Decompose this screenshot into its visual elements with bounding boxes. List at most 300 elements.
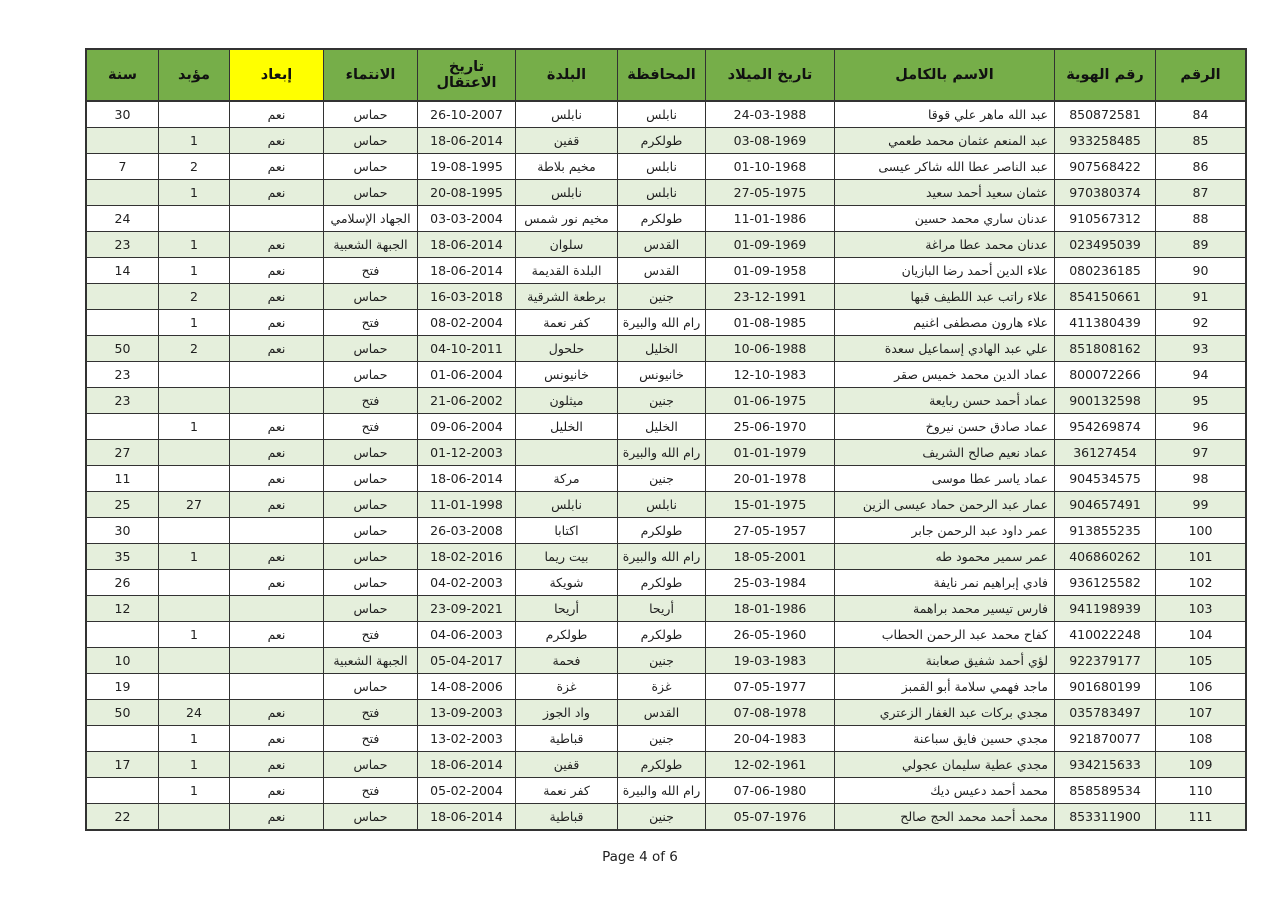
- cell-affil: فتح: [324, 726, 418, 752]
- cell-dob: 25-06-1970: [706, 414, 835, 440]
- cell-affil: الجبهة الشعبية: [324, 648, 418, 674]
- cell-life: 2: [159, 284, 230, 310]
- cell-town: طولكرم: [516, 622, 618, 648]
- page-number: Page 4 of 6: [602, 849, 678, 865]
- table-row: [86, 154, 1246, 180]
- cell-life: 27: [159, 492, 230, 518]
- cell-years: 14: [86, 258, 159, 284]
- cell-life: 1: [159, 622, 230, 648]
- cell-id: 934215633: [1055, 752, 1156, 778]
- cell-town: كفر نعمة: [516, 778, 618, 804]
- cell-affil: حماس: [324, 336, 418, 362]
- table-row: [86, 258, 1246, 284]
- cell-life: [159, 804, 230, 831]
- table-row: [86, 128, 1246, 154]
- cell-town: نابلس: [516, 180, 618, 206]
- cell-arrest: 14-08-2006: [418, 674, 516, 700]
- cell-deport: [230, 648, 324, 674]
- table-row: [86, 648, 1246, 674]
- cell-deport: [230, 674, 324, 700]
- cell-id: 901680199: [1055, 674, 1156, 700]
- cell-name: محمد أحمد دعيس ديك: [835, 778, 1055, 804]
- cell-gov: جنين: [618, 804, 706, 831]
- cell-years: 26: [86, 570, 159, 596]
- cell-dob: 01-06-1975: [706, 388, 835, 414]
- cell-arrest: 18-02-2016: [418, 544, 516, 570]
- cell-deport: نعم: [230, 570, 324, 596]
- cell-life: 1: [159, 128, 230, 154]
- cell-affil: حماس: [324, 674, 418, 700]
- cell-town: سلوان: [516, 232, 618, 258]
- cell-life: [159, 648, 230, 674]
- cell-affil: فتح: [324, 310, 418, 336]
- cell-arrest: 18-06-2014: [418, 804, 516, 831]
- cell-deport: نعم: [230, 492, 324, 518]
- cell-raqm: 84: [1156, 101, 1247, 128]
- cell-dob: 10-06-1988: [706, 336, 835, 362]
- column-header-id: رقم الهوية: [1055, 49, 1156, 101]
- cell-town: [516, 440, 618, 466]
- cell-name: عدنان ساري محمد حسين: [835, 206, 1055, 232]
- cell-dob: 24-03-1988: [706, 101, 835, 128]
- cell-name: فارس تيسير محمد براهمة: [835, 596, 1055, 622]
- cell-deport: نعم: [230, 778, 324, 804]
- cell-raqm: 86: [1156, 154, 1247, 180]
- cell-affil: حماس: [324, 362, 418, 388]
- cell-town: اكتابا: [516, 518, 618, 544]
- cell-gov: خانيونس: [618, 362, 706, 388]
- cell-id: 941198939: [1055, 596, 1156, 622]
- cell-years: 23: [86, 232, 159, 258]
- cell-gov: الخليل: [618, 336, 706, 362]
- table-row: [86, 752, 1246, 778]
- cell-deport: نعم: [230, 440, 324, 466]
- cell-gov: رام الله والبيرة: [618, 310, 706, 336]
- cell-deport: نعم: [230, 752, 324, 778]
- column-header-affil: الانتماء: [324, 49, 418, 101]
- cell-gov: طولكرم: [618, 206, 706, 232]
- cell-id: 406860262: [1055, 544, 1156, 570]
- cell-years: 30: [86, 101, 159, 128]
- cell-affil: الجهاد الإسلامي: [324, 206, 418, 232]
- column-header-years: سنة: [86, 49, 159, 101]
- cell-life: 1: [159, 752, 230, 778]
- cell-id: 410022248: [1055, 622, 1156, 648]
- cell-town: بيت ريما: [516, 544, 618, 570]
- cell-years: [86, 284, 159, 310]
- cell-deport: نعم: [230, 154, 324, 180]
- cell-name: محمد أحمد محمد الحج صالح: [835, 804, 1055, 831]
- cell-dob: 25-03-1984: [706, 570, 835, 596]
- cell-dob: 07-05-1977: [706, 674, 835, 700]
- cell-life: 1: [159, 414, 230, 440]
- cell-arrest: 13-02-2003: [418, 726, 516, 752]
- cell-name: علي عبد الهادي إسماعيل سعدة: [835, 336, 1055, 362]
- cell-life: 1: [159, 726, 230, 752]
- cell-raqm: 107: [1156, 700, 1247, 726]
- cell-dob: 18-01-1986: [706, 596, 835, 622]
- cell-deport: [230, 388, 324, 414]
- cell-arrest: 05-02-2004: [418, 778, 516, 804]
- column-header-arrest: تاريخ الاعتقال: [418, 49, 516, 101]
- cell-id: 023495039: [1055, 232, 1156, 258]
- cell-id: 936125582: [1055, 570, 1156, 596]
- cell-id: 921870077: [1055, 726, 1156, 752]
- cell-raqm: 102: [1156, 570, 1247, 596]
- cell-affil: حماس: [324, 518, 418, 544]
- cell-town: نابلس: [516, 101, 618, 128]
- cell-affil: فتح: [324, 388, 418, 414]
- cell-gov: القدس: [618, 700, 706, 726]
- cell-dob: 01-08-1985: [706, 310, 835, 336]
- cell-id: 853311900: [1055, 804, 1156, 831]
- table-row: [86, 284, 1246, 310]
- cell-life: 1: [159, 258, 230, 284]
- cell-gov: جنين: [618, 466, 706, 492]
- cell-affil: حماس: [324, 440, 418, 466]
- cell-affil: حماس: [324, 492, 418, 518]
- cell-years: 50: [86, 700, 159, 726]
- cell-arrest: 18-06-2014: [418, 258, 516, 284]
- cell-id: 970380374: [1055, 180, 1156, 206]
- cell-affil: فتح: [324, 622, 418, 648]
- cell-arrest: 11-01-1998: [418, 492, 516, 518]
- cell-life: 1: [159, 544, 230, 570]
- cell-life: [159, 466, 230, 492]
- cell-affil: حماس: [324, 128, 418, 154]
- cell-years: 35: [86, 544, 159, 570]
- cell-years: 22: [86, 804, 159, 831]
- cell-years: 7: [86, 154, 159, 180]
- cell-life: [159, 518, 230, 544]
- cell-arrest: 05-04-2017: [418, 648, 516, 674]
- cell-dob: 20-01-1978: [706, 466, 835, 492]
- cell-affil: حماس: [324, 596, 418, 622]
- cell-deport: نعم: [230, 128, 324, 154]
- cell-life: 2: [159, 336, 230, 362]
- cell-affil: حماس: [324, 154, 418, 180]
- cell-years: 23: [86, 388, 159, 414]
- cell-id: 954269874: [1055, 414, 1156, 440]
- cell-name: عبد المنعم عثمان محمد طعمي: [835, 128, 1055, 154]
- cell-deport: نعم: [230, 804, 324, 831]
- cell-life: [159, 206, 230, 232]
- cell-name: علاء هارون مصطفى اغنيم: [835, 310, 1055, 336]
- table-row: [86, 466, 1246, 492]
- cell-deport: نعم: [230, 101, 324, 128]
- cell-name: عبد الناصر عطا الله شاكر عيسى: [835, 154, 1055, 180]
- cell-raqm: 108: [1156, 726, 1247, 752]
- cell-life: [159, 440, 230, 466]
- cell-gov: نابلس: [618, 492, 706, 518]
- cell-affil: الجبهة الشعبية: [324, 232, 418, 258]
- cell-dob: 23-12-1991: [706, 284, 835, 310]
- cell-id: 922379177: [1055, 648, 1156, 674]
- cell-years: 50: [86, 336, 159, 362]
- cell-name: عماد صادق حسن نيروخ: [835, 414, 1055, 440]
- cell-dob: 03-08-1969: [706, 128, 835, 154]
- cell-affil: فتح: [324, 778, 418, 804]
- table-row: [86, 804, 1246, 831]
- cell-name: عمار عبد الرحمن حماد عيسى الزين: [835, 492, 1055, 518]
- cell-raqm: 92: [1156, 310, 1247, 336]
- table-row: [86, 622, 1246, 648]
- table-row: [86, 726, 1246, 752]
- cell-town: برطعة الشرقية: [516, 284, 618, 310]
- cell-deport: نعم: [230, 544, 324, 570]
- cell-id: 933258485: [1055, 128, 1156, 154]
- cell-gov: جنين: [618, 648, 706, 674]
- cell-raqm: 85: [1156, 128, 1247, 154]
- cell-years: 11: [86, 466, 159, 492]
- cell-arrest: 01-12-2003: [418, 440, 516, 466]
- cell-arrest: 04-10-2011: [418, 336, 516, 362]
- cell-life: [159, 596, 230, 622]
- cell-town: أريحا: [516, 596, 618, 622]
- cell-name: عدنان محمد عطا مراغة: [835, 232, 1055, 258]
- cell-town: قفين: [516, 752, 618, 778]
- cell-name: علاء راتب عبد اللطيف قبها: [835, 284, 1055, 310]
- cell-arrest: 26-10-2007: [418, 101, 516, 128]
- cell-life: [159, 362, 230, 388]
- cell-arrest: 23-09-2021: [418, 596, 516, 622]
- cell-dob: 19-03-1983: [706, 648, 835, 674]
- table-row: [86, 778, 1246, 804]
- cell-years: 27: [86, 440, 159, 466]
- cell-dob: 05-07-1976: [706, 804, 835, 831]
- cell-deport: نعم: [230, 622, 324, 648]
- cell-name: عمر داود عبد الرحمن جابر: [835, 518, 1055, 544]
- cell-dob: 07-06-1980: [706, 778, 835, 804]
- cell-years: 19: [86, 674, 159, 700]
- cell-arrest: 08-02-2004: [418, 310, 516, 336]
- cell-arrest: 20-08-1995: [418, 180, 516, 206]
- cell-deport: نعم: [230, 336, 324, 362]
- table-row: [86, 310, 1246, 336]
- cell-arrest: 18-06-2014: [418, 752, 516, 778]
- cell-town: خانيونس: [516, 362, 618, 388]
- header-row: [86, 49, 1246, 101]
- cell-dob: 07-08-1978: [706, 700, 835, 726]
- cell-id: 913855235: [1055, 518, 1156, 544]
- cell-town: مخيم نور شمس: [516, 206, 618, 232]
- cell-raqm: 109: [1156, 752, 1247, 778]
- cell-name: عماد الدين محمد خميس صقر: [835, 362, 1055, 388]
- cell-deport: نعم: [230, 466, 324, 492]
- cell-gov: نابلس: [618, 101, 706, 128]
- cell-years: 10: [86, 648, 159, 674]
- cell-deport: نعم: [230, 180, 324, 206]
- table-row: [86, 232, 1246, 258]
- cell-deport: نعم: [230, 284, 324, 310]
- table-row: [86, 674, 1246, 700]
- cell-town: قفين: [516, 128, 618, 154]
- cell-raqm: 90: [1156, 258, 1247, 284]
- cell-id: 800072266: [1055, 362, 1156, 388]
- cell-gov: طولكرم: [618, 570, 706, 596]
- cell-affil: حماس: [324, 570, 418, 596]
- cell-gov: جنين: [618, 388, 706, 414]
- cell-raqm: 103: [1156, 596, 1247, 622]
- cell-affil: حماس: [324, 804, 418, 831]
- cell-name: عماد أحمد حسن ربايعة: [835, 388, 1055, 414]
- table-row: [86, 492, 1246, 518]
- cell-arrest: 01-06-2004: [418, 362, 516, 388]
- column-header-life: مؤبد: [159, 49, 230, 101]
- cell-raqm: 87: [1156, 180, 1247, 206]
- cell-raqm: 94: [1156, 362, 1247, 388]
- cell-affil: فتح: [324, 258, 418, 284]
- cell-years: [86, 726, 159, 752]
- cell-arrest: 18-06-2014: [418, 466, 516, 492]
- cell-town: مخيم بلاطة: [516, 154, 618, 180]
- column-header-raqm: الرقم: [1156, 49, 1247, 101]
- cell-dob: 01-10-1968: [706, 154, 835, 180]
- column-header-gov: المحافظة: [618, 49, 706, 101]
- cell-deport: [230, 206, 324, 232]
- table-row: [86, 101, 1246, 128]
- cell-gov: القدس: [618, 258, 706, 284]
- cell-name: فادي إبراهيم نمر نايفة: [835, 570, 1055, 596]
- cell-town: غزة: [516, 674, 618, 700]
- table-row: [86, 596, 1246, 622]
- table-row: [86, 180, 1246, 206]
- table-row: [86, 388, 1246, 414]
- cell-dob: 11-01-1986: [706, 206, 835, 232]
- cell-dob: 01-09-1958: [706, 258, 835, 284]
- cell-deport: [230, 362, 324, 388]
- cell-id: 854150661: [1055, 284, 1156, 310]
- cell-dob: 15-01-1975: [706, 492, 835, 518]
- table-row: [86, 414, 1246, 440]
- table-body: [86, 101, 1246, 830]
- cell-affil: فتح: [324, 414, 418, 440]
- table-head: [86, 49, 1246, 101]
- cell-id: 904534575: [1055, 466, 1156, 492]
- table-row: [86, 544, 1246, 570]
- cell-raqm: 110: [1156, 778, 1247, 804]
- cell-raqm: 105: [1156, 648, 1247, 674]
- cell-deport: نعم: [230, 310, 324, 336]
- cell-id: 411380439: [1055, 310, 1156, 336]
- cell-raqm: 93: [1156, 336, 1247, 362]
- cell-name: عبد الله ماهر علي قوقا: [835, 101, 1055, 128]
- cell-deport: نعم: [230, 232, 324, 258]
- cell-affil: فتح: [324, 700, 418, 726]
- cell-affil: حماس: [324, 752, 418, 778]
- cell-arrest: 21-06-2002: [418, 388, 516, 414]
- cell-gov: نابلس: [618, 154, 706, 180]
- cell-gov: جنين: [618, 284, 706, 310]
- cell-gov: نابلس: [618, 180, 706, 206]
- cell-raqm: 99: [1156, 492, 1247, 518]
- cell-id: 904657491: [1055, 492, 1156, 518]
- cell-deport: نعم: [230, 258, 324, 284]
- cell-years: 24: [86, 206, 159, 232]
- cell-gov: رام الله والبيرة: [618, 778, 706, 804]
- cell-raqm: 98: [1156, 466, 1247, 492]
- cell-arrest: 18-06-2014: [418, 128, 516, 154]
- cell-arrest: 18-06-2014: [418, 232, 516, 258]
- column-header-name: الاسم بالكامل: [835, 49, 1055, 101]
- cell-raqm: 97: [1156, 440, 1247, 466]
- cell-dob: 18-05-2001: [706, 544, 835, 570]
- cell-id: 035783497: [1055, 700, 1156, 726]
- detainees-table-wrap: [85, 48, 1221, 831]
- cell-raqm: 96: [1156, 414, 1247, 440]
- cell-id: 907568422: [1055, 154, 1156, 180]
- cell-dob: 01-01-1979: [706, 440, 835, 466]
- cell-town: الخليل: [516, 414, 618, 440]
- table-row: [86, 518, 1246, 544]
- cell-gov: طولكرم: [618, 752, 706, 778]
- cell-life: [159, 101, 230, 128]
- cell-gov: رام الله والبيرة: [618, 544, 706, 570]
- cell-affil: حماس: [324, 101, 418, 128]
- cell-affil: حماس: [324, 544, 418, 570]
- cell-name: مجدي حسين فايق سباعنة: [835, 726, 1055, 752]
- cell-id: 900132598: [1055, 388, 1156, 414]
- cell-raqm: 104: [1156, 622, 1247, 648]
- cell-dob: 27-05-1975: [706, 180, 835, 206]
- cell-years: [86, 180, 159, 206]
- cell-id: 910567312: [1055, 206, 1156, 232]
- cell-deport: نعم: [230, 726, 324, 752]
- cell-gov: طولكرم: [618, 128, 706, 154]
- cell-raqm: 100: [1156, 518, 1247, 544]
- column-header-deport: إبعاد: [230, 49, 324, 101]
- cell-arrest: 04-06-2003: [418, 622, 516, 648]
- cell-town: واد الجوز: [516, 700, 618, 726]
- column-header-dob: تاريخ الميلاد: [706, 49, 835, 101]
- cell-raqm: 101: [1156, 544, 1247, 570]
- cell-town: شويكة: [516, 570, 618, 596]
- detainees-table: [85, 48, 1247, 831]
- cell-years: 12: [86, 596, 159, 622]
- cell-dob: 12-02-1961: [706, 752, 835, 778]
- cell-name: علاء الدين أحمد رضا البازيان: [835, 258, 1055, 284]
- cell-name: لؤي أحمد شفيق صعابنة: [835, 648, 1055, 674]
- cell-raqm: 111: [1156, 804, 1247, 831]
- cell-id: 080236185: [1055, 258, 1156, 284]
- table-row: [86, 336, 1246, 362]
- cell-arrest: 19-08-1995: [418, 154, 516, 180]
- cell-life: 1: [159, 180, 230, 206]
- table-row: [86, 700, 1246, 726]
- cell-id: 858589534: [1055, 778, 1156, 804]
- cell-affil: حماس: [324, 284, 418, 310]
- cell-years: [86, 622, 159, 648]
- cell-years: 17: [86, 752, 159, 778]
- cell-gov: الخليل: [618, 414, 706, 440]
- cell-years: 23: [86, 362, 159, 388]
- cell-name: مجدي بركات عبد الغفار الزعتري: [835, 700, 1055, 726]
- cell-raqm: 88: [1156, 206, 1247, 232]
- cell-town: قباطية: [516, 804, 618, 831]
- cell-raqm: 106: [1156, 674, 1247, 700]
- cell-name: كفاح محمد عبد الرحمن الحطاب: [835, 622, 1055, 648]
- cell-life: [159, 388, 230, 414]
- cell-arrest: 16-03-2018: [418, 284, 516, 310]
- cell-town: البلدة القديمة: [516, 258, 618, 284]
- cell-life: 1: [159, 232, 230, 258]
- cell-raqm: 89: [1156, 232, 1247, 258]
- cell-id: 851808162: [1055, 336, 1156, 362]
- cell-dob: 26-05-1960: [706, 622, 835, 648]
- cell-gov: طولكرم: [618, 622, 706, 648]
- cell-dob: 20-04-1983: [706, 726, 835, 752]
- cell-arrest: 04-02-2003: [418, 570, 516, 596]
